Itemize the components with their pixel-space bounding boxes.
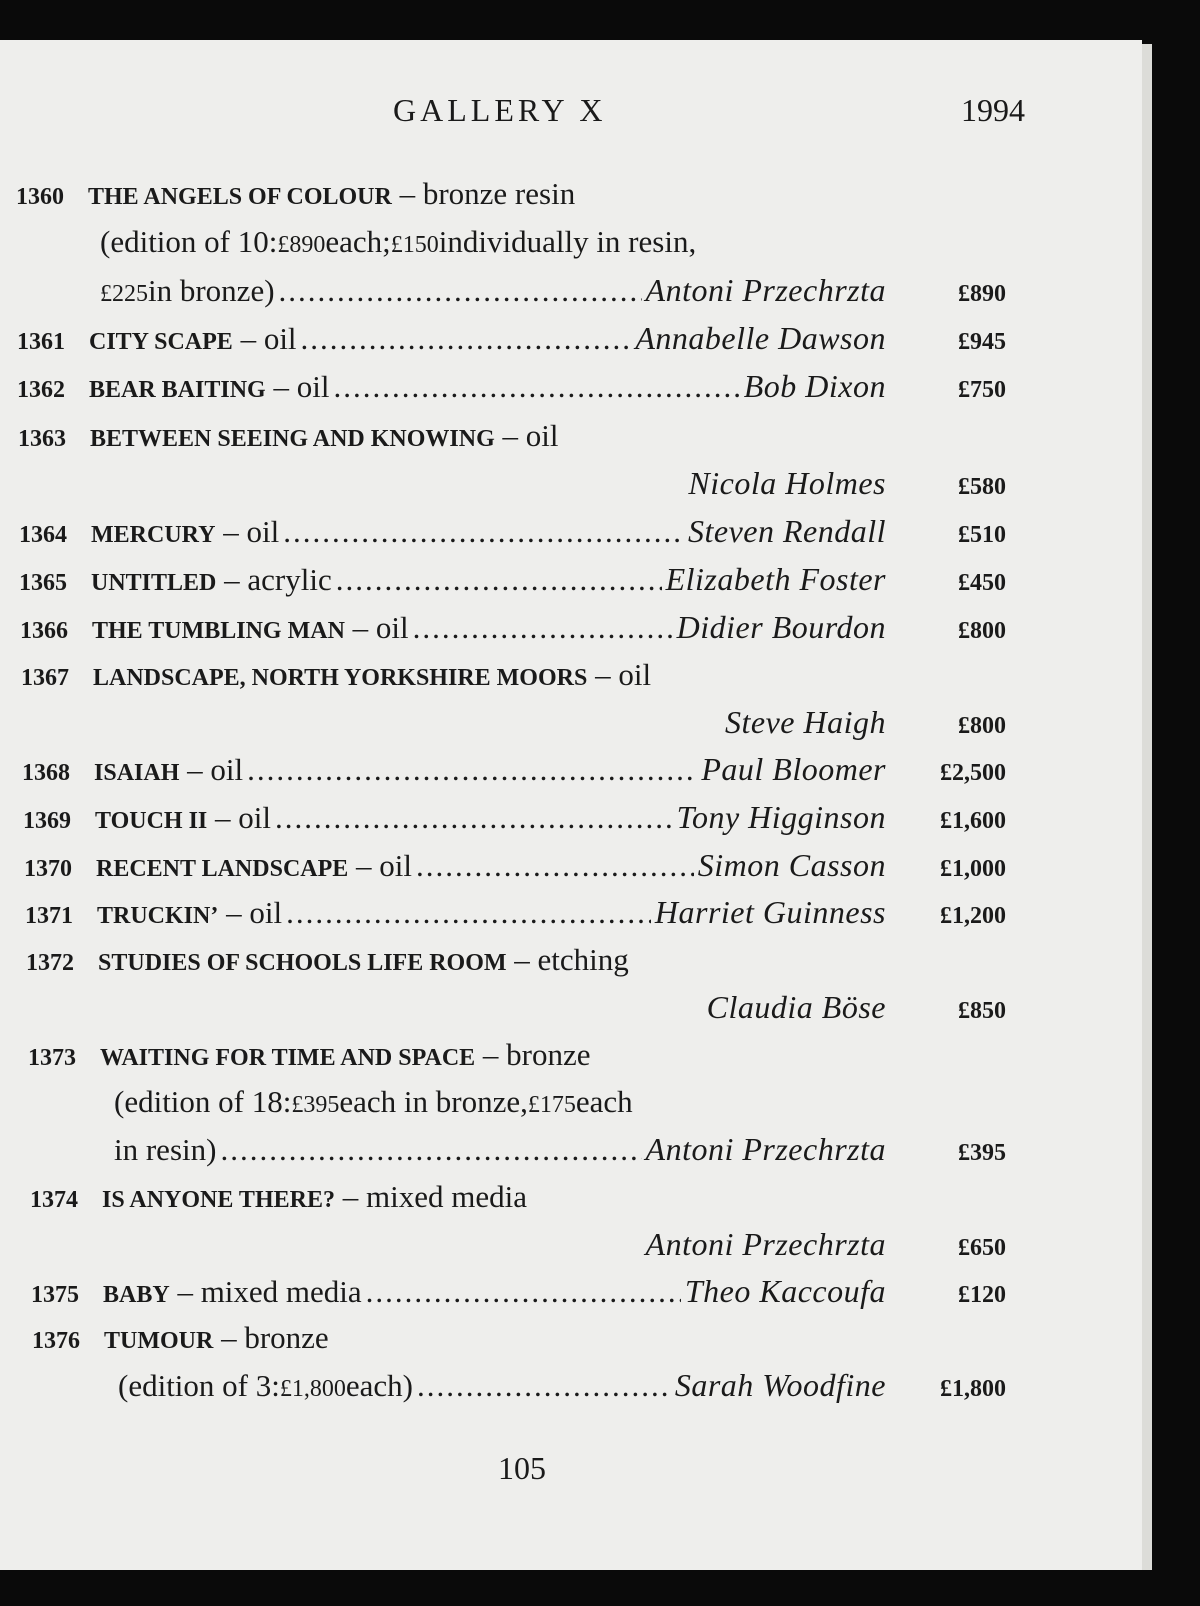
entry-number: 1361 [17,329,65,355]
entry-medium: – oil [595,657,652,692]
entry-artist: Nicola Holmes [688,465,886,501]
entry-1361 [17,320,1006,364]
entry-1373-line3: in resin) ..... Antoni Przechrzta £395 [114,1131,1006,1175]
entry-artist: Antoni Przechrzta [645,1226,886,1262]
entry-medium: – bronze resin [399,176,576,211]
entry-artist: Claudia Böse [706,989,886,1025]
entry-number: 1370 [24,856,72,882]
entry-medium: – oil [356,848,413,883]
entry-medium: – oil [352,610,409,645]
entry-title: ISAIAH [94,760,180,786]
entry-title: CITY SCAPE [89,329,233,355]
entry-1371 [25,894,1006,938]
gallery-title: GALLERY X [393,92,607,128]
entry-artist: Harriet Guinness [654,894,886,930]
entry-1369 [23,799,1006,843]
entry-number: 1373 [28,1045,76,1071]
entry-artist: Antoni Przechrzta [645,1131,886,1167]
entry-medium: – bronze [221,1320,329,1355]
entry-price: £580 [958,474,1006,500]
entry-artist: Antoni Przechrzta [645,272,886,308]
entry-price: £850 [958,998,1006,1024]
leader-dots [283,514,684,550]
entry-1360-line2: (edition of 10: £890 each; £150 individually in resin, [100,224,697,259]
entry-number: 1364 [19,522,67,548]
entry-medium: – oil [226,895,283,930]
entry-medium: – oil [215,800,271,835]
entry-medium: – oil [273,369,330,404]
entry-1362 [17,368,1006,412]
entry-1374-line2 [30,1226,1006,1270]
catalogue-year: 1994 [961,92,1025,128]
entry-medium: – bronze [482,1037,591,1072]
entry-price: £395 [958,1140,1006,1166]
entry-price: £800 [958,713,1006,739]
entry-title: MERCURY [91,522,216,548]
entry-price: £750 [958,377,1006,403]
entry-title: WAITING FOR TIME AND SPACE [100,1045,476,1071]
page-number: 105 [498,1450,546,1486]
entry-artist: Bob Dixon [743,368,886,404]
entry-number: 1369 [23,808,71,834]
entry-artist: Sarah Woodfine [674,1367,886,1403]
entry-1360-line3: £225 in bronze) ..... Antoni Przechrzta £890 [100,272,1006,316]
entry-title: BEAR BAITING [89,377,266,403]
entry-price: £1,200 [940,903,1006,929]
entry-artist: Theo Kaccoufa [684,1273,886,1309]
leader-dots [275,800,673,836]
entry-price: £2,500 [940,760,1006,786]
entry-1370 [24,847,1006,891]
entry-medium: – etching [514,942,629,977]
entry-number: 1360 [16,184,64,210]
entry-medium: – oil [187,752,244,787]
entry-1376-line2: (edition of 3: £1,800 each) ..... Sarah Woodfine £1,800 [118,1367,1006,1411]
entry-1373-line2: (edition of 18: £395 each in bronze, £175 each [114,1084,633,1119]
leader-dots [336,562,662,598]
entry-artist: Tony Higginson [676,799,886,835]
entry-1363-line1 [18,418,1006,462]
entry-artist: Elizabeth Foster [665,561,886,597]
entry-1365 [19,561,1006,605]
entry-price: £890 [958,281,1006,307]
entry-number: 1367 [21,665,69,691]
leader-dots [416,848,694,884]
entry-medium: – oil [502,418,559,453]
entry-artist: Steve Haigh [725,704,886,740]
leader-dots [220,1132,641,1168]
entry-title: TRUCKIN’ [97,903,219,929]
entry-number: 1363 [18,426,66,452]
entry-medium: – acrylic [224,562,332,597]
entry-title: TUMOUR [104,1328,214,1354]
entry-title: BABY [103,1282,170,1308]
entry-number: 1372 [26,950,74,976]
leader-dots [247,752,697,788]
entry-1376-line1 [32,1320,1006,1364]
entry-1363-line2 [18,465,1006,509]
entry-title: LANDSCAPE, NORTH YORKSHIRE MOORS [93,665,588,691]
entry-1372-line1 [26,942,1006,986]
entry-1360-line1 [16,176,1006,220]
entry-number: 1362 [17,377,65,403]
entry-1372-line2 [26,989,1006,1033]
leader-dots [333,369,739,405]
leader-dots [279,273,642,309]
leader-dots [413,610,673,646]
entry-artist: Simon Casson [697,847,886,883]
entry-title: THE ANGELS OF COLOUR [88,184,392,210]
entry-number: 1376 [32,1328,80,1354]
entry-medium: – mixed media [177,1274,362,1309]
entry-price: £1,800 [940,1376,1006,1402]
entry-title: STUDIES OF SCHOOLS LIFE ROOM [98,950,507,976]
entry-price: £450 [958,570,1006,596]
entry-number: 1366 [20,618,68,644]
entry-title: TOUCH II [95,808,208,834]
entry-price: £120 [958,1282,1006,1308]
leader-dots [286,895,651,931]
entry-1366 [20,609,1006,653]
leader-dots [366,1274,681,1310]
entry-price: £945 [958,329,1006,355]
leader-dots [417,1368,671,1404]
entry-price: £800 [958,618,1006,644]
entry-price: £510 [958,522,1006,548]
entry-price: £1,000 [940,856,1006,882]
entry-artist: Annabelle Dawson [635,320,886,356]
entry-title: THE TUMBLING MAN [92,618,345,644]
entry-medium: – oil [240,321,297,356]
entry-artist: Paul Bloomer [701,751,886,787]
entry-1373-line1 [28,1037,1006,1081]
entry-1368 [22,751,1006,795]
entry-1375 [31,1273,1006,1317]
entry-artist: Didier Bourdon [676,609,886,645]
entry-1367-line1 [21,657,1006,701]
entry-price: £1,600 [940,808,1006,834]
entry-number: 1368 [22,760,70,786]
entry-number: 1371 [25,903,73,929]
entry-medium: – oil [223,514,280,549]
entry-price: £650 [958,1235,1006,1261]
entry-artist: Steven Rendall [687,513,886,549]
entry-medium: – mixed media [342,1179,527,1214]
entry-title: UNTITLED [91,570,217,596]
entry-1374-line1 [30,1179,1006,1223]
leader-dots [301,321,632,357]
entry-1367-line2 [21,704,1006,748]
entry-title: BETWEEN SEEING AND KNOWING [90,426,495,452]
entry-1364 [19,513,1006,557]
entry-title: IS ANYONE THERE? [102,1187,335,1213]
entry-number: 1375 [31,1282,79,1308]
entry-number: 1374 [30,1187,78,1213]
entry-title: RECENT LANDSCAPE [96,856,349,882]
entry-number: 1365 [19,570,67,596]
